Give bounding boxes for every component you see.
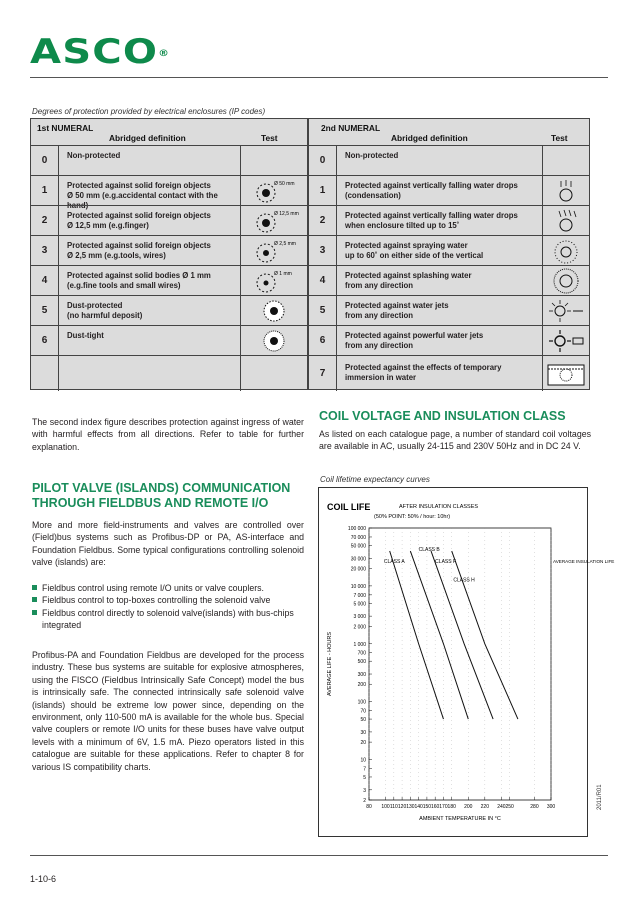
y-tick-label: 30 000: [350, 556, 366, 563]
profibus-paragraph: Profibus-PA and Foundation Fieldbus are developed for the process industry. These bus systems are suitable for explosive atmospheres, using the FISCO (Fieldbus Intrinsically Safe Concept) model the bus is intrinsically safe. The connected intrinsically safe solenoid valve (islands) should be extreme low power since, depending on the environment, only 110-500 mA is available for the whole bus. Special valve couplers or remote I/O units for these buses have valve output levels with a minimum of 6V, 1.5 mA. Piezo operators listed in this catalogue are suitable for these applications. Refer to chapter 8 for various IS compatibility charts.: [32, 650, 304, 772]
ip-second-definition: Protected against powerful water jets from any direction: [337, 326, 543, 355]
blank-test-cell: [241, 146, 307, 175]
immersion-icon: [543, 356, 589, 391]
ip-first-definition: Dust-tight: [59, 326, 241, 355]
ip-second-num: 1: [309, 176, 337, 205]
bullet-square-icon: [32, 585, 37, 590]
svg-text:Ø 2,5 mm: Ø 2,5 mm: [274, 240, 296, 247]
ip-second-definition: Non-protected: [337, 146, 543, 175]
ip-first-row-6: [31, 325, 307, 355]
y-tick-label: 20 000: [350, 566, 366, 573]
ip-first-row-5: [31, 295, 307, 325]
ip-second-num: 0: [309, 146, 337, 175]
list-item: Fieldbus control to top-boxes controlling the solenoid valve: [32, 594, 302, 606]
x-tick-label: 140: [414, 804, 423, 810]
x-tick-label: 130: [406, 804, 415, 810]
ip-second-num: 7: [309, 356, 337, 391]
class-annotation: CLASS A: [383, 558, 405, 565]
ip-table-caption: Degrees of protection provided by electrical enclosures (IP codes): [32, 107, 266, 116]
dust-tight-icon: [241, 326, 307, 355]
y-tick-label: 10 000: [350, 583, 366, 590]
probe-1mm-icon: [241, 266, 307, 295]
chart-subtitle: AFTER INSULATION CLASSES: [399, 504, 479, 510]
ip-second-definition: Protected against water jets from any direction: [337, 296, 543, 325]
ip-first-num: 4: [31, 266, 59, 295]
left-test-header: Test: [261, 133, 278, 143]
x-tick-label: 250: [505, 804, 514, 810]
y-tick-label: 100: [357, 699, 366, 706]
page-number: 1-10-6: [30, 874, 57, 884]
water-jet-icon: [543, 296, 589, 325]
footer-rule: [30, 855, 608, 856]
list-item: Fieldbus control directly to solenoid valve(islands) with bus-chips integrated: [32, 607, 302, 632]
class-annotation: CLASS F: [435, 558, 457, 565]
y-tick-label: 500: [357, 659, 366, 666]
y-tick-label: 10: [360, 757, 366, 764]
ip-second-num: 3: [309, 236, 337, 265]
header-rule: [30, 77, 608, 78]
y-tick-label: 70 000: [350, 534, 366, 541]
y-tick-label: 50: [360, 717, 366, 724]
y-tick-label: 100 000: [347, 526, 366, 532]
x-tick-label: 150: [422, 804, 432, 810]
coil-voltage-heading: COIL VOLTAGE AND INSULATION CLASS: [319, 409, 566, 423]
svg-text:Ø 1 mm: Ø 1 mm: [274, 270, 292, 277]
x-tick-label: 160: [431, 804, 440, 810]
right-test-header: Test: [551, 133, 568, 143]
series-line-class-b: [410, 551, 468, 719]
x-tick-label: 300: [546, 804, 556, 810]
ip-second-row-7: [309, 355, 589, 391]
svg-text:Ø 12,5 mm: Ø 12,5 mm: [274, 210, 299, 217]
vertical-drip-icon: [543, 176, 589, 205]
y-tick-label: 700: [357, 650, 366, 657]
coil-voltage-paragraph: As listed on each catalogue page, a number of standard coil voltages are available in AC, usually 24-115 and 230V 50Hz and in DC 24 V.: [319, 429, 591, 452]
ip-second-row-1: [309, 175, 589, 205]
right-numeral-header: 2nd NUMERAL: [321, 123, 381, 133]
bullet-square-icon: [32, 597, 37, 602]
y-tick-label: 2 000: [353, 624, 366, 631]
series-line-class-a: [390, 551, 444, 719]
ip-first-row-4: [31, 265, 307, 295]
ip-first-row-empty: [31, 355, 307, 391]
y-tick-label: 30: [360, 729, 366, 736]
ip-first-definition: Protected against solid foreign objects Ø 12,5 mm (e.g.finger): [59, 206, 241, 235]
tilted-drip-icon: [543, 206, 589, 235]
x-tick-label: 180: [447, 804, 456, 810]
chart-subtitle: (50% POINT: 50% / hour: 10hr): [374, 514, 451, 520]
x-tick-label: 100: [381, 804, 390, 810]
ip-second-row-0: [309, 145, 589, 175]
right-definition-header: Abridged definition: [391, 133, 468, 143]
ip-second-num: 5: [309, 296, 337, 325]
ip-second-num: 6: [309, 326, 337, 355]
ip-second-num: 2: [309, 206, 337, 235]
ip-second-row-2: [309, 205, 589, 235]
ip-first-num: 3: [31, 236, 59, 265]
ip-first-num: 1: [31, 176, 59, 205]
list-item: Fieldbus control using remote I/O units or valve couplers.: [32, 582, 302, 594]
y-tick-label: 7: [363, 766, 366, 773]
y-tick-label: 20: [360, 740, 366, 747]
ip-first-row-0: [31, 145, 307, 175]
x-tick-label: 200: [464, 804, 473, 810]
y-tick-label: 300: [357, 672, 366, 679]
splash-icon: [543, 266, 589, 295]
probe-50mm-icon: [241, 176, 307, 205]
left-numeral-header: 1st NUMERAL: [37, 123, 94, 133]
x-tick-label: 80: [366, 804, 372, 810]
x-tick-label: 240: [497, 804, 506, 810]
probe-12mm-icon: [241, 206, 307, 235]
ip-second-definition: Protected against vertically falling water drops when enclosure tilted up to 15˚: [337, 206, 543, 235]
x-tick-label: 110: [389, 804, 398, 810]
y-tick-label: 1 000: [353, 641, 366, 648]
dust-protected-icon: [241, 296, 307, 325]
probe-2mm-icon: [241, 236, 307, 265]
chart-title: COIL LIFE: [327, 502, 371, 512]
ip-first-num: 2: [31, 206, 59, 235]
fieldbus-paragraph: More and more field-instruments and valves are controlled over (Field)bus systems such as Profibus-DP or PA, AS-interface and Foundation Fieldbus. Some typical configurations controlling solenoid valve (islands) are:: [32, 520, 304, 568]
logo-text: ASCO: [30, 32, 159, 72]
x-axis-label: AMBIENT TEMPERATURE IN °C: [419, 816, 501, 822]
ip-code-table: [30, 118, 590, 390]
ip-second-row-4: [309, 265, 589, 295]
y-tick-label: 2: [363, 798, 366, 804]
ip-second-row-3: [309, 235, 589, 265]
ip-first-row-1: [31, 175, 307, 210]
y-tick-label: 70: [360, 708, 366, 715]
class-annotation: CLASS H: [453, 577, 475, 584]
revision-code: 2011/R01: [597, 784, 603, 810]
ip-second-num: 4: [309, 266, 337, 295]
ip-first-definition: Protected against solid foreign objects Ø 2,5 mm (e.g.tools, wires): [59, 236, 241, 265]
y-tick-label: 3 000: [353, 614, 366, 621]
ip-first-definition: Non-protected: [59, 146, 241, 175]
ip-second-definition: Protected against splashing water from any direction: [337, 266, 543, 295]
pilot-valve-heading: PILOT VALVE (ISLANDS) COMMUNICATION THROUGH FIELDBUS AND REMOTE I/O: [32, 481, 291, 510]
left-definition-header: Abridged definition: [109, 133, 186, 143]
x-tick-label: 280: [530, 804, 539, 810]
y-axis-label: AVERAGE LIFE - HOURS: [327, 631, 333, 697]
ip-first-definition: Dust-protected (no harmful deposit): [59, 296, 241, 325]
y-tick-label: 50 000: [350, 543, 366, 550]
y-tick-label: 200: [357, 682, 366, 689]
ip-second-definition: Protected against vertically falling water drops (condensation): [337, 176, 543, 205]
ip-first-num: 5: [31, 296, 59, 325]
y-tick-label: 7 000: [353, 592, 366, 599]
y-tick-label: 5 000: [353, 601, 366, 608]
plot-frame: [369, 528, 551, 800]
ip-first-row-2: [31, 205, 307, 235]
registered-mark: ®: [158, 49, 171, 59]
spray-icon: [543, 236, 589, 265]
svg-text:Ø 50 mm: Ø 50 mm: [274, 180, 295, 187]
y-tick-label: 5: [363, 774, 366, 781]
ip-first-num: 6: [31, 326, 59, 355]
y-tick-label: 3: [363, 787, 366, 794]
chart-caption: Coil lifetime expectancy curves: [320, 475, 430, 484]
ip-first-num: 0: [31, 146, 59, 175]
ip-first-row-3: [31, 235, 307, 265]
x-tick-label: 120: [397, 804, 407, 810]
bullet-square-icon: [32, 610, 37, 615]
ip-second-definition: Protected against spraying water up to 60˚ on either side of the vertical: [337, 236, 543, 265]
fieldbus-bullet-list: [32, 582, 302, 632]
x-tick-label: 220: [480, 804, 489, 810]
class-annotation: CLASS B: [418, 547, 440, 554]
x-tick-label: 170: [439, 804, 448, 810]
asco-logo: [30, 32, 171, 72]
ip-first-definition: Protected against solid foreign objects Ø 50 mm (e.g.accidental contact with the hand): [59, 176, 241, 205]
ip-second-definition: Protected against the effects of temporary immersion in water: [337, 356, 543, 391]
average-life-annotation: AVERAGE INSULATION LIFE: [553, 558, 615, 564]
ip-second-row-6: [309, 325, 589, 355]
powerful-jet-icon: [543, 326, 589, 355]
ip-second-row-5: [309, 295, 589, 325]
ip-first-definition: Protected against solid bodies Ø 1 mm (e.g.fine tools and small wires): [59, 266, 241, 295]
ip-intro-paragraph: The second index figure describes protection against ingress of water with harmful effects from all directions. Refer to table for further explanation.: [32, 417, 304, 452]
